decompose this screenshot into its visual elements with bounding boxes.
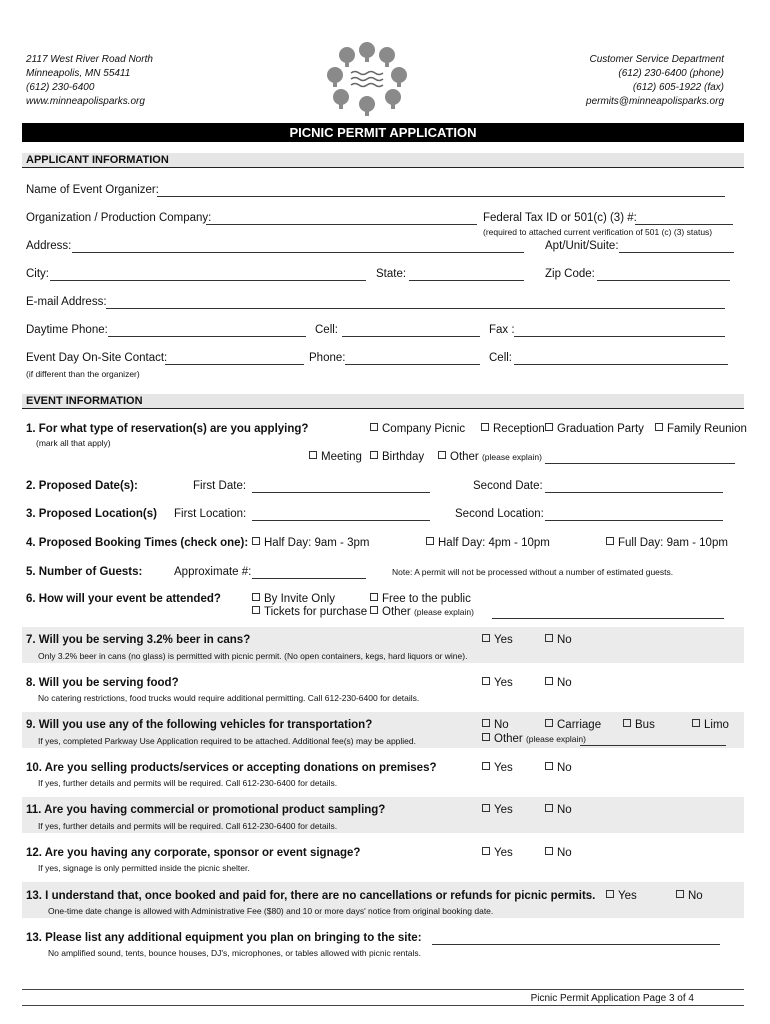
form-title: PICNIC PERMIT APPLICATION — [22, 123, 744, 142]
apt-label: Apt/Unit/Suite: — [545, 240, 619, 252]
apt-field[interactable] — [619, 241, 734, 253]
option-note: (please explain) — [413, 607, 474, 617]
option-label: By Invite Only — [264, 593, 335, 605]
q6-free-public[interactable] — [370, 593, 471, 605]
q8-label: 8. Will you be serving food? — [26, 677, 179, 689]
checkbox-icon — [252, 537, 260, 545]
first-location-label: First Location: — [174, 508, 247, 520]
option-label: Half Day: 9am - 3pm — [264, 537, 370, 549]
option-label: Graduation Party — [557, 423, 644, 435]
address-line: (612) 230-6400 — [26, 82, 95, 93]
q9-other[interactable] — [482, 733, 586, 745]
q13b-label: 13. Please list any additional equipment you plan on bringing to the site: — [26, 932, 422, 944]
q9-note: If yes, completed Parkway Use Application required to be attached. Additional fee(s) may be applied. — [38, 736, 416, 746]
q13a-label: 13. I understand that, once booked and paid for, there are no cancellations or refunds for picnic permits. — [26, 890, 596, 902]
q10-note: If yes, further details and permits will be required. Call 612-230-6400 for details. — [38, 778, 338, 788]
option-label: Reception — [493, 423, 545, 435]
checkbox-icon — [606, 890, 614, 898]
q4-full-day[interactable] — [606, 537, 728, 549]
tax-id-label: Federal Tax ID or 501(c) (3) #: — [483, 212, 637, 224]
contact-line: Customer Service Department — [589, 54, 724, 65]
footer-divider — [22, 989, 744, 990]
option-label: No — [557, 847, 572, 859]
option-label: Yes — [494, 804, 513, 816]
q7-yes[interactable] — [482, 634, 513, 646]
checkbox-icon — [676, 890, 684, 898]
option-label: Free to the public — [382, 593, 471, 605]
zip-field[interactable] — [597, 269, 730, 281]
q1-other[interactable] — [438, 451, 542, 463]
q4-half-day-pm[interactable] — [426, 537, 550, 549]
checkbox-icon — [545, 677, 553, 685]
second-location-field[interactable] — [545, 509, 723, 521]
option-label: Half Day: 4pm - 10pm — [438, 537, 550, 549]
q12-no[interactable] — [545, 847, 572, 859]
daytime-phone-label: Daytime Phone: — [26, 324, 108, 336]
cell-label: Cell: — [315, 324, 339, 336]
first-date-field[interactable] — [252, 481, 430, 493]
organizer-name-label: Name of Event Organizer: — [26, 184, 159, 196]
q13a-yes[interactable] — [606, 890, 637, 902]
fax-label: Fax : — [489, 324, 515, 336]
option-label: No — [688, 890, 703, 902]
event-section-heading: EVENT INFORMATION — [22, 394, 744, 409]
q13b-note: No amplified sound, tents, bounce houses, DJ's, microphones, or tables allowed with picnic rentals. — [48, 948, 421, 958]
zip-label: Zip Code: — [545, 268, 595, 280]
footer-divider-bottom — [22, 1005, 744, 1006]
daytime-phone-field[interactable] — [108, 325, 306, 337]
q3-label: 3. Proposed Location(s) — [26, 508, 157, 520]
address-line: 2117 West River Road North — [26, 54, 153, 65]
option-label: Full Day: 9am - 10pm — [618, 537, 728, 549]
q6-other[interactable] — [370, 606, 474, 618]
contact-block — [586, 53, 724, 109]
onsite-phone-field[interactable] — [345, 353, 480, 365]
q10-no[interactable] — [545, 762, 572, 774]
q8-no[interactable] — [545, 677, 572, 689]
checkbox-icon — [482, 677, 490, 685]
q11-yes[interactable] — [482, 804, 513, 816]
q11-no[interactable] — [545, 804, 572, 816]
page-number: Picnic Permit Application Page 3 of 4 — [530, 993, 694, 1004]
checkbox-icon — [606, 537, 614, 545]
option-note: (please explain) — [525, 734, 586, 744]
checkbox-icon — [370, 606, 378, 614]
second-location-label: Second Location: — [455, 508, 544, 520]
q6-tickets[interactable] — [252, 606, 367, 618]
checkbox-icon — [545, 719, 553, 727]
option-label: Other — [450, 451, 479, 463]
option-label: Other — [494, 733, 523, 745]
q1-company-picnic[interactable] — [370, 423, 465, 435]
option-label: No — [557, 677, 572, 689]
checkbox-icon — [252, 606, 260, 614]
option-label: No — [557, 634, 572, 646]
checkbox-icon — [655, 423, 663, 431]
option-label: Other — [382, 606, 411, 618]
q8-note: No catering restrictions, food trucks would require additional permitting. Call 612-230-6400 for details. — [38, 693, 420, 703]
q11-label: 11. Are you having commercial or promotional product sampling? — [26, 804, 386, 816]
checkbox-icon — [426, 537, 434, 545]
checkbox-icon — [482, 634, 490, 642]
organization-label: Organization / Production Company: — [26, 212, 212, 224]
checkbox-icon — [623, 719, 631, 727]
q13a-note: One-time date change is allowed with Administrative Fee ($80) and 10 or more days' notice from original booking date. — [48, 906, 494, 916]
checkbox-icon — [252, 593, 260, 601]
q12-note: If yes, signage is only permitted inside the picnic shelter. — [38, 863, 250, 873]
q9-limo[interactable] — [692, 719, 729, 731]
checkbox-icon — [545, 634, 553, 642]
option-label: No — [557, 762, 572, 774]
option-label: Tickets for purchase — [264, 606, 368, 618]
q1-reception[interactable] — [481, 423, 545, 435]
website-line: www.minneapolisparks.org — [26, 96, 145, 107]
onsite-phone-label: Phone: — [309, 352, 346, 364]
checkbox-icon — [482, 804, 490, 812]
email-field[interactable] — [106, 297, 725, 309]
q7-label: 7. Will you be serving 3.2% beer in cans? — [26, 634, 251, 646]
q1-label: 1. For what type of reservation(s) are you applying? — [26, 423, 309, 435]
fax-field[interactable] — [514, 325, 725, 337]
onsite-note: (if different than the organizer) — [26, 369, 140, 379]
q10-yes[interactable] — [482, 762, 513, 774]
checkbox-icon — [482, 719, 490, 727]
option-note: (please explain) — [481, 452, 542, 462]
checkbox-icon — [370, 423, 378, 431]
q6-by-invite[interactable] — [252, 593, 335, 605]
q9-carriage[interactable] — [545, 719, 601, 731]
option-label: No — [494, 719, 509, 731]
q1-meeting[interactable] — [309, 451, 362, 463]
tax-id-field[interactable] — [635, 213, 733, 225]
equipment-field[interactable] — [432, 933, 720, 945]
address-field[interactable] — [72, 241, 524, 253]
q13a-no[interactable] — [676, 890, 703, 902]
contact-line: (612) 230-6400 (phone) — [618, 68, 724, 79]
q1-other-field[interactable] — [545, 452, 735, 464]
option-label: Yes — [494, 762, 513, 774]
option-label: Limo — [704, 719, 729, 731]
q6-other-field[interactable] — [492, 607, 724, 619]
q4-label: 4. Proposed Booking Times (check one): — [26, 537, 249, 549]
checkbox-icon — [692, 719, 700, 727]
q1-family-reunion[interactable] — [655, 423, 747, 435]
onsite-cell-label: Cell: — [489, 352, 513, 364]
checkbox-icon — [545, 762, 553, 770]
option-label: Meeting — [321, 451, 362, 463]
first-location-field[interactable] — [252, 509, 430, 521]
state-label: State: — [376, 268, 407, 280]
option-label: Birthday — [382, 451, 425, 463]
q12-yes[interactable] — [482, 847, 513, 859]
q9-no[interactable] — [482, 719, 509, 731]
address-line: Minneapolis, MN 55411 — [26, 68, 131, 79]
q1-note: (mark all that apply) — [36, 438, 111, 448]
q1-graduation-party[interactable] — [545, 423, 644, 435]
checkbox-icon — [370, 593, 378, 601]
q10-label: 10. Are you selling products/services or accepting donations on premises? — [26, 762, 437, 774]
option-label: Company Picnic — [382, 423, 466, 435]
applicant-section-heading: APPLICANT INFORMATION — [22, 153, 744, 168]
checkbox-icon — [482, 847, 490, 855]
q5-note: Note: A permit will not be processed without a number of estimated guests. — [392, 567, 674, 577]
second-date-label: Second Date: — [473, 480, 543, 492]
q5-label: 5. Number of Guests: — [26, 566, 143, 578]
option-label: Carriage — [557, 719, 602, 731]
option-label: Yes — [618, 890, 637, 902]
q12-label: 12. Are you having any corporate, sponsor or event signage? — [26, 847, 361, 859]
checkbox-icon — [482, 733, 490, 741]
organization-field[interactable] — [206, 213, 477, 225]
checkbox-icon — [438, 451, 446, 459]
contact-line: (612) 605-1922 (fax) — [632, 82, 724, 93]
checkbox-icon — [370, 451, 378, 459]
option-label: Family Reunion — [667, 423, 747, 435]
q2-label: 2. Proposed Date(s): — [26, 480, 138, 492]
q9-label: 9. Will you use any of the following vehicles for transportation? — [26, 719, 373, 731]
q7-no[interactable] — [545, 634, 572, 646]
q9-bus[interactable] — [623, 719, 655, 731]
option-label: Bus — [635, 719, 655, 731]
parks-tree-logo-icon — [325, 40, 410, 120]
checkbox-icon — [545, 847, 553, 855]
onsite-contact-label: Event Day On-Site Contact: — [26, 352, 168, 364]
second-date-field[interactable] — [545, 481, 723, 493]
onsite-contact-field[interactable] — [165, 353, 304, 365]
q8-yes[interactable] — [482, 677, 513, 689]
q11-note: If yes, further details and permits will be required. Call 612-230-6400 for details. — [38, 821, 338, 831]
address-block — [26, 53, 153, 109]
option-label: Yes — [494, 847, 513, 859]
first-date-label: First Date: — [193, 480, 247, 492]
email-label: E-mail Address: — [26, 296, 107, 308]
q4-half-day-am[interactable] — [252, 537, 369, 549]
approx-guests-field[interactable] — [252, 567, 366, 579]
checkbox-icon — [481, 423, 489, 431]
address-label: Address: — [26, 240, 72, 252]
city-label: City: — [26, 268, 49, 280]
tax-id-note: (required to attached current verification of 501 (c) (3) status) — [483, 227, 713, 237]
onsite-cell-field[interactable] — [514, 353, 728, 365]
option-label: Yes — [494, 677, 513, 689]
q9-other-field[interactable] — [580, 734, 726, 746]
email-line: permits@minneapolisparks.org — [586, 96, 724, 107]
checkbox-icon — [545, 423, 553, 431]
checkbox-icon — [545, 804, 553, 812]
city-field[interactable] — [50, 269, 366, 281]
cell-field[interactable] — [342, 325, 480, 337]
option-label: Yes — [494, 634, 513, 646]
organizer-name-field[interactable] — [157, 185, 725, 197]
approx-guests-label: Approximate #: — [174, 566, 252, 578]
checkbox-icon — [309, 451, 317, 459]
q6-label: 6. How will your event be attended? — [26, 593, 221, 605]
state-field[interactable] — [409, 269, 524, 281]
q7-note: Only 3.2% beer in cans (no glass) is permitted with picnic permit. (No open containers, kegs, hard liquors or wine). — [38, 651, 468, 661]
q1-birthday[interactable] — [370, 451, 424, 463]
option-label: No — [557, 804, 572, 816]
checkbox-icon — [482, 762, 490, 770]
